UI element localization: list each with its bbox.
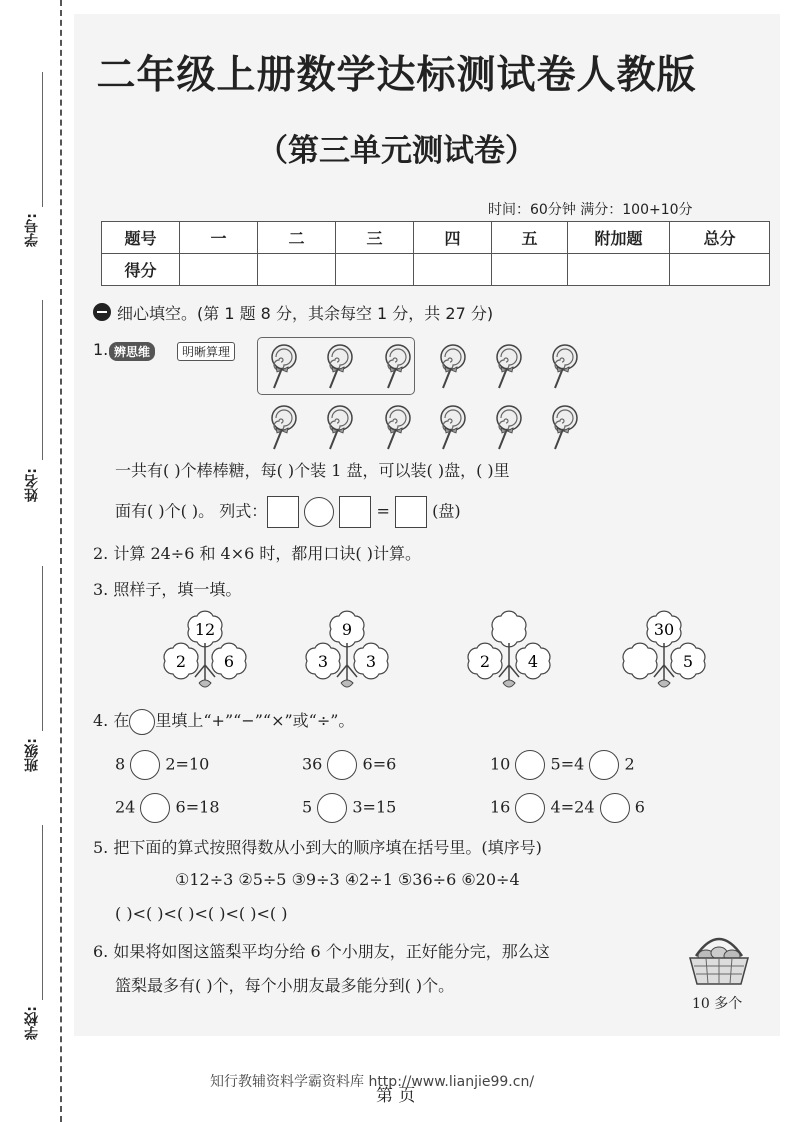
operator-circle[interactable] [600, 793, 630, 823]
side-line-3 [42, 566, 43, 731]
table-cell: 附加题 [568, 222, 670, 254]
answer-box[interactable] [339, 496, 371, 528]
class-label: 班级: [24, 738, 40, 772]
q4-operand: 6 [634, 797, 645, 817]
clover-figure [297, 605, 397, 695]
lollipop-icon [550, 403, 580, 453]
q5-items: ①12÷3 ②5÷5 ③9÷3 ④2÷1 ⑤36÷6 ⑥20÷4 [175, 870, 520, 889]
q4-operand: 4=24 [550, 797, 595, 817]
clover-right-number: 6 [223, 652, 235, 671]
clover-top-number: 30 [653, 620, 675, 639]
lollipop-icon [269, 403, 299, 453]
score-table [101, 221, 770, 286]
q6-line2: 篮梨最多有( )个，每个小朋友最多能分到( )个。 [115, 976, 455, 995]
q4-operand: 36 [302, 754, 323, 774]
section-title: 细心填空。(第 1 题 8 分，其余每空 1 分，共 27 分) [117, 304, 494, 323]
q4-item [302, 793, 396, 823]
q1-line1: 一共有( )个棒棒糖，每( )个装 1 盘，可以装( )盘，( )里 [115, 461, 510, 480]
table-cell: 题号 [102, 222, 180, 254]
answer-box[interactable] [395, 496, 427, 528]
q1-number: 1. [93, 340, 109, 359]
q4-prefix: 4. 在 [93, 711, 130, 730]
q1-line2 [115, 496, 461, 528]
clover-right-number: 5 [682, 652, 694, 671]
q4-operand: 5 [302, 797, 313, 817]
q4-operand: 6=18 [175, 797, 220, 817]
operator-circle[interactable] [515, 750, 545, 780]
clover-figure [155, 605, 255, 695]
pear-basket-icon [686, 928, 752, 988]
lollipop-icon [550, 342, 580, 392]
score-input-cell[interactable] [670, 254, 770, 286]
table-row [102, 222, 770, 254]
operator-circle[interactable] [589, 750, 619, 780]
score-input-cell[interactable] [336, 254, 414, 286]
q4-operand: 10 [490, 754, 511, 774]
clover-figure [459, 605, 559, 695]
lollipop-icon [269, 342, 299, 392]
table-cell: 一 [180, 222, 258, 254]
side-line-4 [42, 825, 43, 1000]
table-cell: 总分 [670, 222, 770, 254]
lollipop-icon [438, 403, 468, 453]
q4-suffix: 里填上“+”“−”“×”或“÷”。 [155, 711, 355, 730]
q4-operand: 2 [624, 754, 635, 774]
page-title: 二年级上册数学达标测试卷人教版 [96, 53, 697, 98]
clover-right-number: 4 [527, 652, 539, 671]
lollipop-icon [325, 342, 355, 392]
score-input-cell[interactable] [492, 254, 568, 286]
q4-operand: 2=10 [165, 754, 210, 774]
equals-sign: = [376, 501, 390, 521]
table-cell: 五 [492, 222, 568, 254]
q4-item [115, 793, 220, 823]
q4-text [93, 708, 354, 735]
basket-label: 10 多个 [692, 996, 743, 1012]
q4-operand: 8 [115, 754, 126, 774]
q4-operand: 3=15 [352, 797, 397, 817]
student-id-label: 学号: [24, 213, 40, 247]
clover-top-number: 9 [341, 620, 353, 639]
table-row [102, 254, 770, 286]
score-input-cell[interactable] [414, 254, 492, 286]
operator-circle[interactable] [130, 750, 160, 780]
exam-meta: 时间：60分钟 满分：100+10分 [488, 202, 693, 218]
lollipop-icon [325, 403, 355, 453]
q4-item [490, 750, 635, 780]
q5-text: 5. 把下面的算式按照得数从小到大的顺序填在括号里。(填序号) [93, 838, 542, 857]
q6-line1: 6. 如果将如图这篮梨平均分给 6 个小朋友，正好能分完，那么这 [93, 942, 550, 961]
page-number: 第 页 [376, 1086, 416, 1106]
q3-text: 3. 照样子，填一填。 [93, 580, 242, 599]
operator-circle[interactable] [515, 793, 545, 823]
clover-left-number: 2 [175, 652, 187, 671]
q5-order-blanks[interactable]: ( )<( )<( )<( )<( )<( ) [115, 904, 288, 923]
q4-operand: 5=4 [550, 754, 585, 774]
operator-circle[interactable] [140, 793, 170, 823]
lollipop-icon [494, 342, 524, 392]
clover-left-number: 2 [479, 652, 491, 671]
clover-right-number: 3 [365, 652, 377, 671]
page-subtitle: （第三单元测试卷） [257, 133, 536, 169]
lollipop-icon [438, 342, 468, 392]
clover-left-number: 3 [317, 652, 329, 671]
clover-figure [614, 605, 714, 695]
circle-icon [129, 709, 155, 735]
unit-label: (盘) [432, 501, 461, 521]
table-cell: 四 [414, 222, 492, 254]
lollipop-icon [494, 403, 524, 453]
clover-top-number: 12 [194, 620, 216, 639]
q4-operand: 6=6 [362, 754, 397, 774]
table-cell: 得分 [102, 254, 180, 286]
table-cell: 二 [258, 222, 336, 254]
q4-item [115, 750, 209, 780]
q1-line2-text: 面有( )个( )。 列式： [115, 501, 268, 521]
lollipop-icon [383, 342, 413, 392]
side-line-2 [42, 300, 43, 460]
answer-box[interactable] [267, 496, 299, 528]
q4-item [490, 793, 645, 823]
score-input-cell[interactable] [568, 254, 670, 286]
badge-thinking: 辨思维 [109, 342, 155, 361]
table-cell: 三 [336, 222, 414, 254]
score-input-cell[interactable] [258, 254, 336, 286]
q4-operand: 24 [115, 797, 136, 817]
q4-item [302, 750, 396, 780]
score-input-cell[interactable] [180, 254, 258, 286]
lollipop-icon [383, 403, 413, 453]
badge-reasoning: 明晰算理 [177, 342, 235, 361]
footer-watermark: 知行教辅资料学霸资料库 http://www.lianjie99.cn/ [210, 1074, 535, 1090]
q2-text: 2. 计算 24÷6 和 4×6 时，都用口诀( )计算。 [93, 544, 421, 563]
section-bullet-icon [93, 303, 111, 321]
name-label: 姓名: [24, 468, 40, 502]
q4-operand: 16 [490, 797, 511, 817]
school-label: 学校: [24, 1006, 40, 1040]
operator-circle[interactable] [327, 750, 357, 780]
operator-circle[interactable] [317, 793, 347, 823]
operator-circle[interactable] [304, 497, 334, 527]
